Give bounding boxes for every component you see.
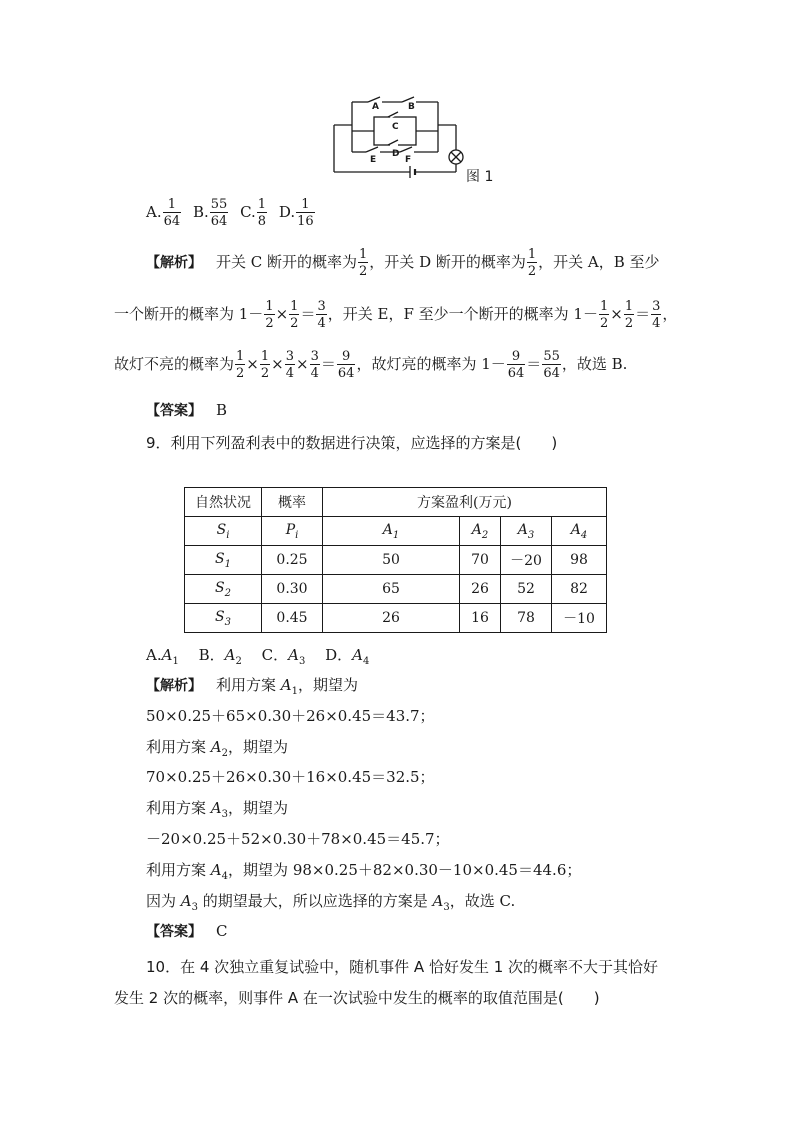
- option-d: D. $\frac{1}{16}$: [278, 197, 314, 229]
- switch-d-label: D: [392, 149, 400, 159]
- q9-analysis-1: 【解析】 利用方案 $A_1$，期望为: [146, 676, 359, 697]
- q9-analysis-3: 利用方案 $A_3$，期望为: [146, 799, 289, 820]
- header-state: 自然状况: [185, 488, 262, 517]
- q8-options: [146, 198, 316, 228]
- answer-value: C: [216, 922, 228, 940]
- figure-caption: 图 1: [466, 169, 494, 185]
- q8-analysis-line1: 【解析】 开关 C 断开的概率为 $\frac{1}{2}$ ，开关 D 断开的概率为 $\frac{1}{2}$ ，开关 A，B 至少: [146, 247, 660, 279]
- q9-calc-3: －20×0.25＋52×0.30＋78×0.45＝45.7；: [146, 830, 450, 848]
- table-row: $S_2$ 0.30 65 26 52 82: [185, 575, 607, 604]
- q10-line2: 发生 2 次的概率，则事件 A 在一次试验中发生的概率的取值范围是( ): [114, 989, 600, 1007]
- q9-answer: [146, 921, 227, 941]
- q9-calc-2: 70×0.25＋26×0.30＋16×0.45＝32.5；: [146, 768, 435, 786]
- q8-answer: [146, 400, 227, 420]
- header-profit: 方案盈利(万元): [323, 488, 607, 517]
- analysis-tag: 【解析】: [146, 255, 202, 271]
- q9-analysis-2: 利用方案 $A_2$，期望为: [146, 738, 289, 759]
- option-c: C. $\frac{1}{8}$: [240, 197, 267, 229]
- q9-conclusion: 因为 $A_3$ 的期望最大，所以应选择的方案是 $A_3$，故选 C.: [146, 892, 516, 913]
- table-row: $S_3$ 0.45 26 16 78 －10: [185, 604, 607, 633]
- q9-analysis-4: 利用方案 $A_4$，期望为 98×0.25＋82×0.30－10×0.45＝44.6；: [146, 861, 582, 882]
- q9-stem: 9．利用下列盈利表中的数据进行决策，应选择的方案是( ): [146, 434, 558, 452]
- q10-line1: 10．在 4 次独立重复试验中，随机事件 A 恰好发生 1 次的概率不大于其恰好: [146, 958, 659, 976]
- q9-options: $A.A_1$ B．$A_2$ C．$A_3$ D．$A_4$: [146, 646, 370, 667]
- switch-f-label: F: [405, 155, 412, 165]
- option-b: B. $\frac{55}{64}$: [192, 197, 228, 229]
- header-prob: 概率: [262, 488, 323, 517]
- analysis-tag: 【解析】: [146, 678, 202, 694]
- q8-analysis-line3: 故灯不亮的概率为 $\frac{1}{2}$ × $\frac{1}{2}$ × $\frac{3}{4}$ × $\frac{3}{4}$ ＝ $\frac{9}{64}$ ，故灯亮的概率为 1－ $\frac{9}{64}$ ＝ $\frac{55}{64}$ ，故选 B.: [114, 349, 628, 381]
- answer-tag: 【答案】: [146, 403, 202, 419]
- q8-analysis-line2: 一个断开的概率为 1－ $\frac{1}{2}$ × $\frac{1}{2}$ ＝ $\frac{3}{4}$ ，开关 E，F 至少一个断开的概率为 1－ $\frac{1}{2}$ × $\frac{1}{2}$ ＝ $\frac{3}{4}$ ，: [114, 299, 678, 331]
- table-header-row: [185, 488, 607, 517]
- option-a: A. $\frac{1}{64}$: [146, 197, 181, 229]
- profit-table: [184, 487, 607, 633]
- switch-c-label: C: [392, 122, 399, 132]
- table-subheader-row: $S_i$ $P_i$ $A_1$ $A_2$ $A_3$ $A_4$: [185, 517, 607, 546]
- switch-a-label: A: [372, 102, 379, 112]
- answer-value: B: [216, 401, 228, 419]
- switch-e-label: E: [370, 155, 377, 165]
- table-row: $S_1$ 0.25 50 70 －20 98: [185, 546, 607, 575]
- answer-tag: 【答案】: [146, 924, 202, 940]
- q9-calc-1: 50×0.25＋65×0.30＋26×0.45＝43.7；: [146, 707, 435, 725]
- switch-b-label: B: [408, 102, 415, 112]
